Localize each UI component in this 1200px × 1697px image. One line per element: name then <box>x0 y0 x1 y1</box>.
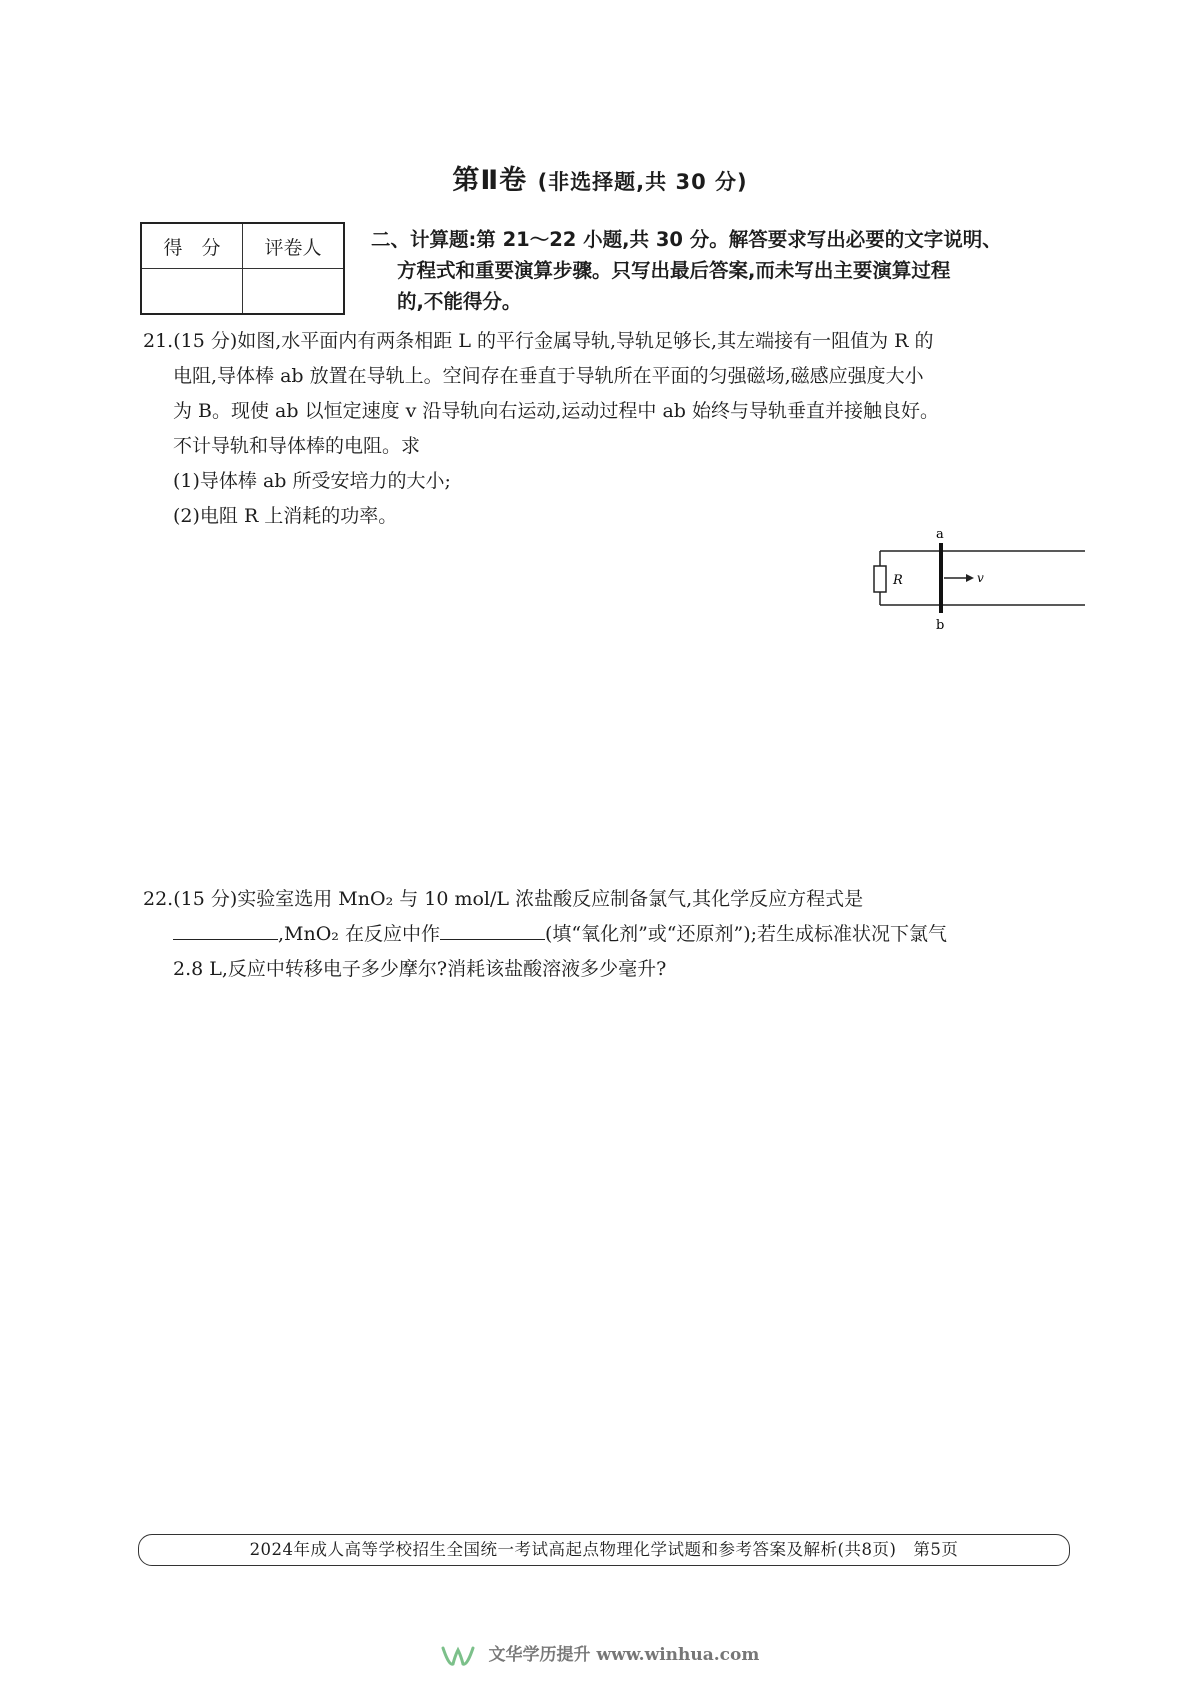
section-line: 方程式和重要演算步骤。只写出最后答案,而未写出主要演算过程 <box>397 259 951 282</box>
circuit-diagram <box>860 525 1090 640</box>
section-line: 二、计算题:第 21～22 小题,共 30 分。解答要求写出必要的文字说明、 <box>371 228 1002 251</box>
equation-blank[interactable] <box>173 917 278 940</box>
rod-label-a: a <box>936 527 944 542</box>
question-22 <box>143 882 1078 987</box>
rod-label-b: b <box>936 618 945 633</box>
score-cell[interactable] <box>141 269 243 315</box>
watermark-text: 文华学历提升 www.winhua.com <box>488 1645 760 1665</box>
section-heading <box>371 224 1071 317</box>
q21-line: 21.(15 分)如图,水平面内有两条相距 L 的平行金属导轨,导轨足够长,其左端接有一阻值为 R 的 <box>143 330 934 352</box>
section-line: 的,不能得分。 <box>397 290 522 313</box>
watermark <box>0 1640 1200 1668</box>
score-header: 得 分 <box>141 223 243 269</box>
grader-cell[interactable] <box>243 269 345 315</box>
winhua-logo-icon <box>441 1644 475 1668</box>
q22-line-2 <box>143 917 1078 952</box>
q21-line: 不计导轨和导体棒的电阻。求 <box>173 435 421 457</box>
q22-line: 2.8 L,反应中转移电子多少摩尔?消耗该盐酸溶液多少毫升? <box>173 958 667 980</box>
q21-line: 电阻,导体棒 ab 放置在导轨上。空间存在垂直于导轨所在平面的匀强磁场,磁感应强度大小 <box>173 365 924 387</box>
page-footer: 2024年成人高等学校招生全国统一考试高起点物理化学试题和参考答案及解析(共8页) 第5页 <box>138 1534 1070 1566</box>
q21-line: 为 B。现使 ab 以恒定速度 v 沿导轨向右运动,运动过程中 ab 始终与导轨垂直并接触良好。 <box>173 400 939 422</box>
q22-text: (填“氧化剂”或“还原剂”);若生成标准状况下氯气 <box>544 923 948 945</box>
q21-subquestion-2: (2)电阻 R 上消耗的功率。 <box>173 505 398 527</box>
resistor-label: R <box>893 573 903 588</box>
question-21 <box>143 324 1078 534</box>
q21-subquestion-1: (1)导体棒 ab 所受安培力的大小; <box>173 470 451 492</box>
arrow-head-icon <box>966 574 974 582</box>
role-blank[interactable] <box>440 917 545 940</box>
page-title <box>0 158 1200 197</box>
q22-text: ,MnO₂ 在反应中作 <box>278 923 440 945</box>
resistor <box>874 566 886 592</box>
q22-line: 22.(15 分)实验室选用 MnO₂ 与 10 mol/L 浓盐酸反应制备氯气,其化学反应方程式是 <box>143 888 864 910</box>
grader-header: 评卷人 <box>243 223 345 269</box>
title-main: 第Ⅱ卷 <box>452 165 528 196</box>
score-table <box>140 222 345 315</box>
title-sub: (非选择题,共 30 分) <box>537 170 748 194</box>
velocity-label: v <box>977 571 984 585</box>
